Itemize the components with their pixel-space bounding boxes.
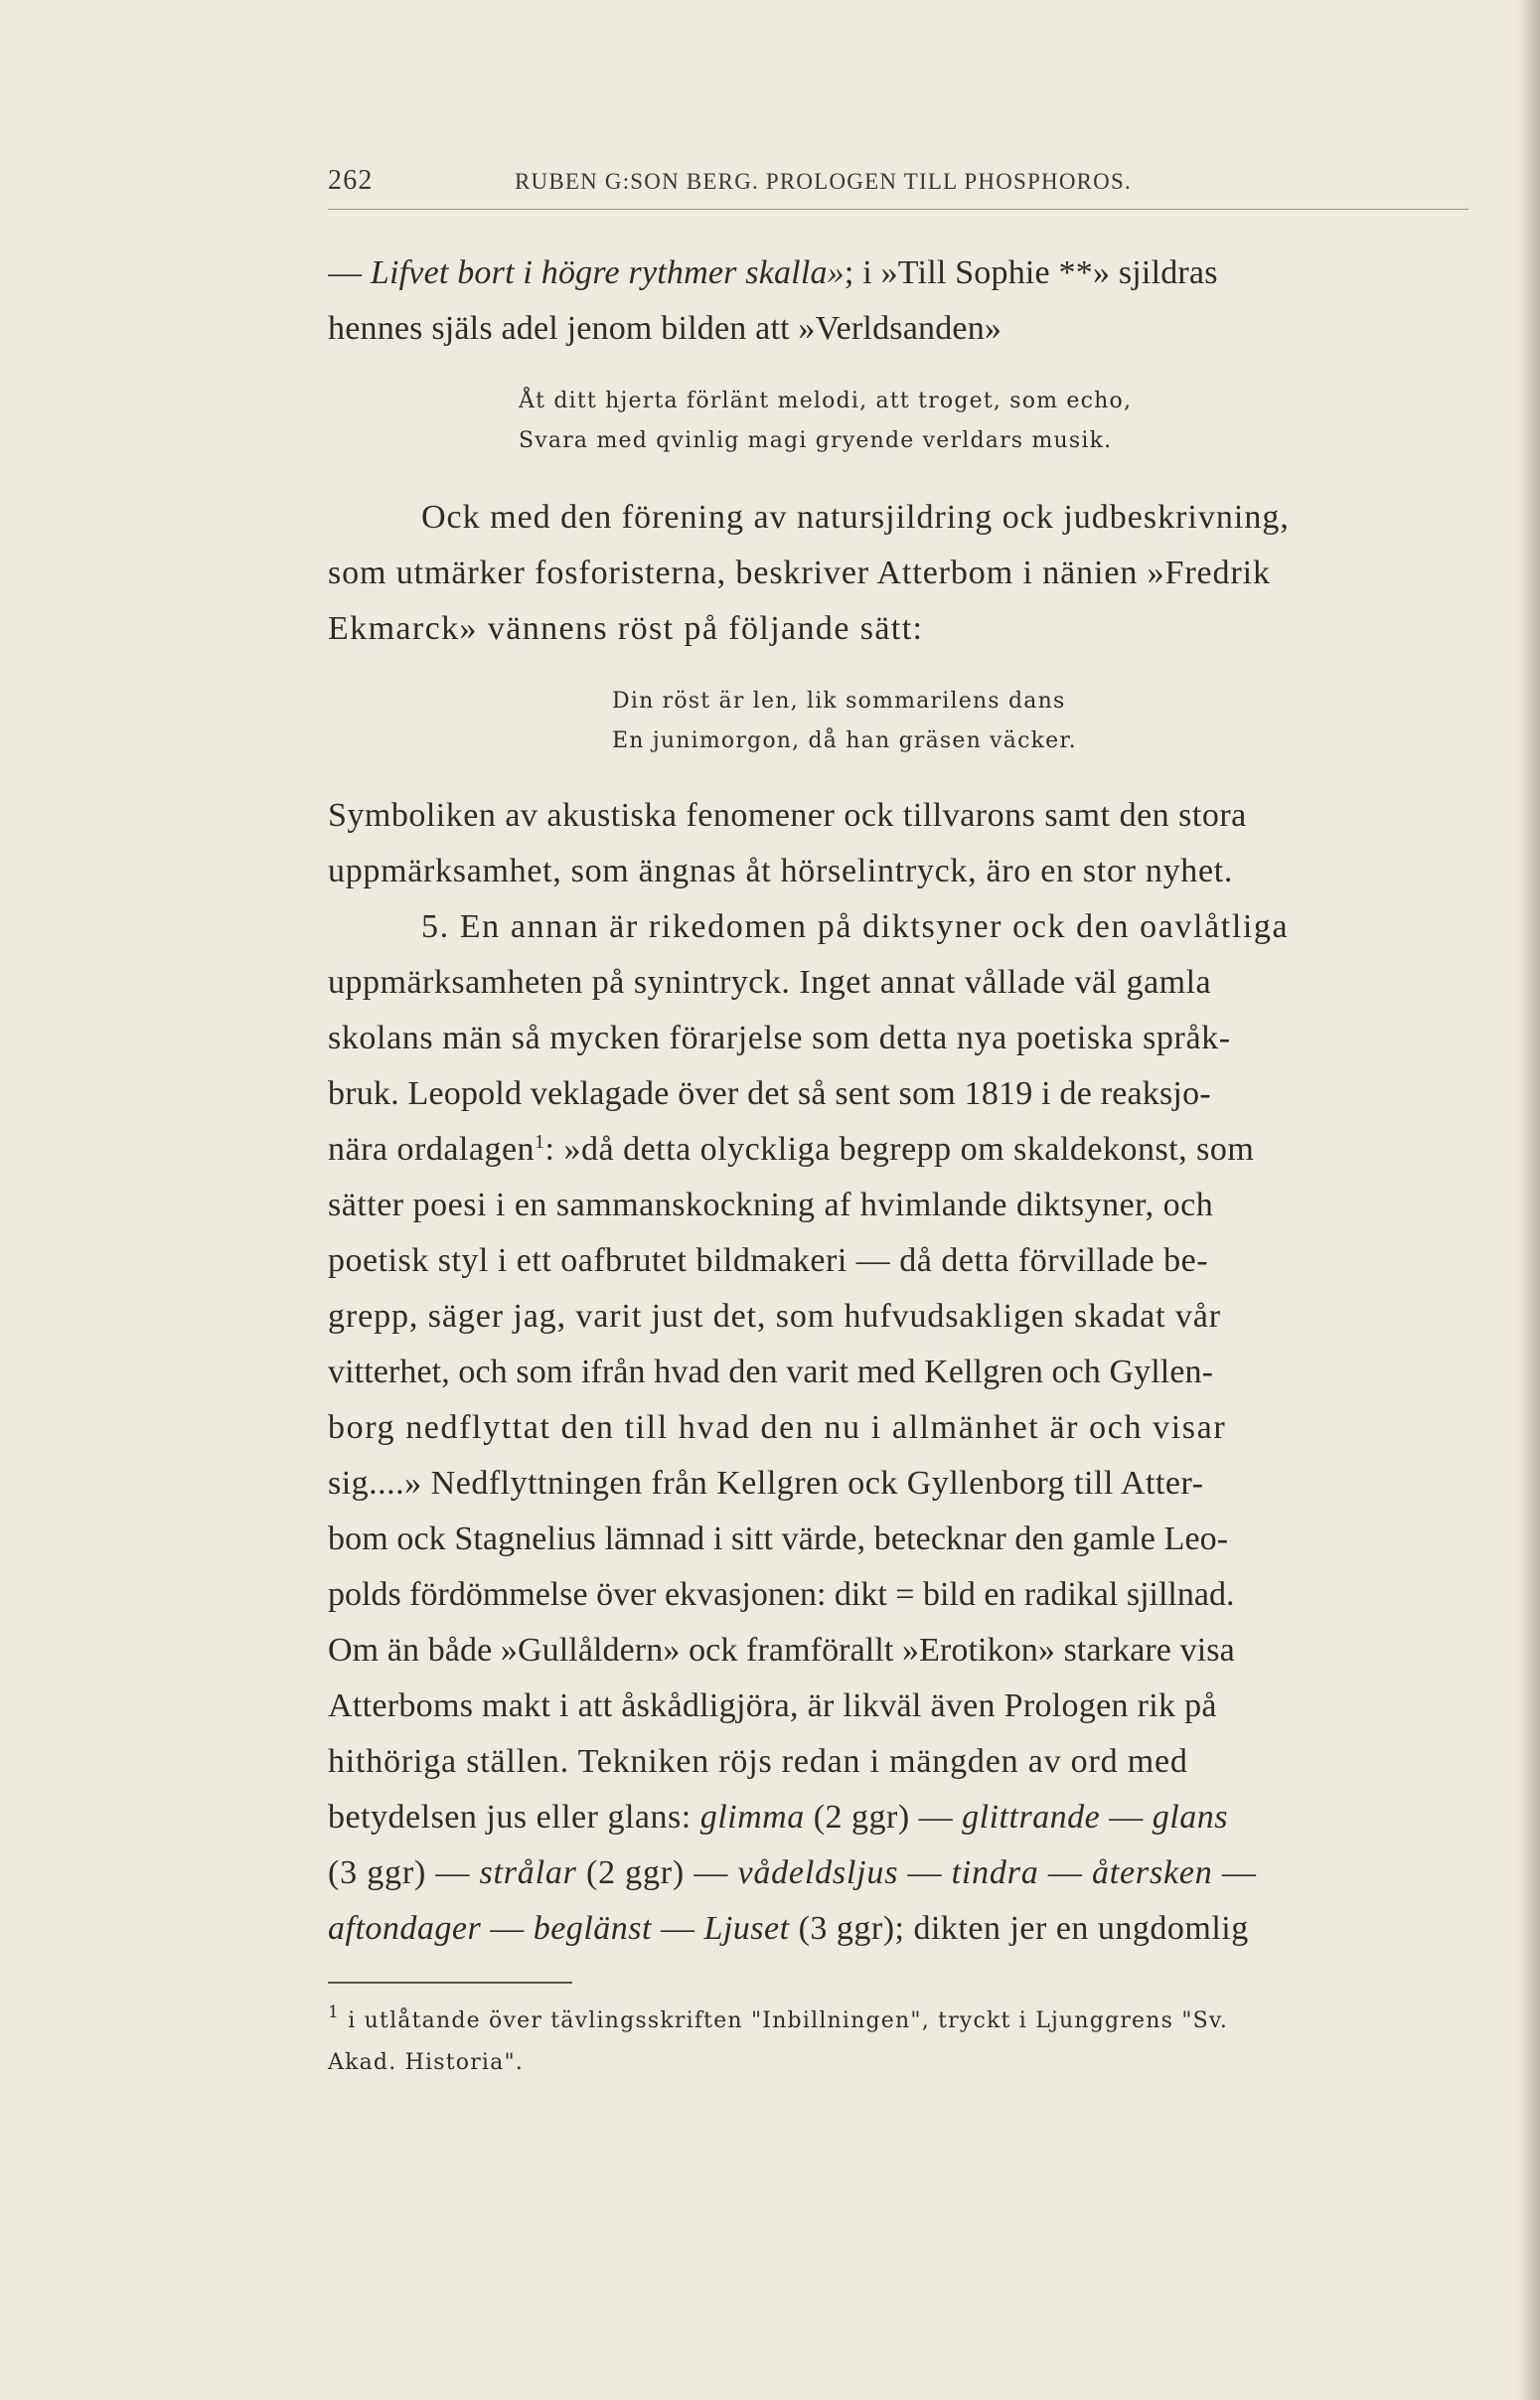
italic-term: strålar (479, 1854, 577, 1891)
italic-term: glittrande (962, 1799, 1101, 1836)
italic-term: glans (1152, 1799, 1228, 1836)
text-run: — (898, 1854, 952, 1891)
opening-line-1 (328, 245, 1468, 301)
verse-2-line-2: En junimorgon, då han gräsen väcker. (612, 728, 1077, 753)
text-run: — (1038, 1854, 1092, 1891)
body-line: Om än både »Gullåldern» ock framförallt »Erotikon» starkare visa (328, 1632, 1235, 1669)
italic-term: tindra (951, 1854, 1039, 1891)
footnote-marker: 1 (328, 2002, 341, 2022)
body-line: sig....» Nedflyttningen från Kellgren ock Gyllenborg till Atter- (328, 1465, 1204, 1502)
verse-1-line-2: Svara med qvinlig magi gryende verldars musik. (519, 428, 1113, 453)
body-line: Atterboms makt i att åskådligjöra, är likväl även Prologen rik på (328, 1687, 1217, 1724)
body-line: bom ock Stagnelius lämnad i sitt värde, betecknar den gamle Leo- (328, 1520, 1229, 1557)
text-run: (2 ggr) — (576, 1854, 738, 1891)
italic-term: beglänst (533, 1910, 652, 1947)
header-rule (328, 209, 1468, 210)
text-run: — (328, 254, 371, 291)
italic-term: aftondager (328, 1910, 482, 1947)
page-header (328, 165, 1468, 205)
body-line: poetisk styl i ett oafbrutet bildmakeri — då detta förvillade be- (328, 1242, 1209, 1279)
body-line: uppmärksamhet, som ängnas åt hörselintryck, äro en stor nyhet. (328, 853, 1234, 889)
text-run: — (1212, 1854, 1257, 1891)
italic-term: återsken (1091, 1854, 1213, 1891)
body-line: Symboliken av akustiska fenomener ock tillvarons samt den stora (328, 797, 1247, 834)
footnote-reference: 1 (535, 1131, 545, 1153)
italic-term: glimma (699, 1799, 805, 1836)
body-line: vitterhet, och som ifrån hvad den varit med Kellgren och Gyllen- (328, 1354, 1214, 1390)
body-line-with-footnote-ref (328, 1122, 1468, 1178)
body-line: borg nedflyttat den till hvad den nu i allmänhet är och visar (328, 1409, 1227, 1446)
body-line: polds fördömmelse över ekvasjonen: dikt = bild en radikal sjillnad. (328, 1576, 1235, 1613)
verse-1-line-1: Åt ditt hjerta förlänt melodi, att troget, som echo, (519, 389, 1133, 413)
para-1-line-2: som utmärker fosforisterna, beskriver Atterbom i nänien »Fredrik (328, 555, 1271, 591)
running-head: RUBEN G:SON BERG. PROLOGEN TILL PHOSPHOROS. (515, 169, 1132, 194)
para-1-line-3: Ekmarck» vännens röst på följande sätt: (328, 610, 924, 647)
body-line: uppmärksamheten på synintryck. Inget annat vållade väl gamla (328, 964, 1212, 1001)
italic-terms-line-3 (328, 1901, 1468, 1957)
page-edge-shadow (1518, 0, 1540, 2400)
body-line: bruk. Leopold veklagade över det så sent som 1819 i de reaksjo- (328, 1075, 1211, 1112)
text-run: — (1100, 1799, 1153, 1836)
text-run: (2 ggr) — (804, 1799, 963, 1836)
body-line-end: : »då detta olyckliga begrepp om skaldekonst, som (544, 1131, 1255, 1168)
body-line-start: nära ordalagen (328, 1131, 536, 1168)
body-line: hithöriga ställen. Tekniken röjs redan i mängden av ord med (328, 1743, 1188, 1780)
text-run: ; i »Till Sophie **» sjildras (844, 254, 1218, 291)
text-run: betydelsen jus eller glans: (328, 1799, 700, 1836)
text-run: hennes själs adel jenom bilden att »Verldsanden» (328, 310, 1002, 347)
body-line: grepp, säger jag, varit just det, som hufvudsakligen skadat vår (328, 1298, 1221, 1335)
verse-2-line-1: Din röst är len, lik sommarilens dans (612, 689, 1066, 714)
footnote-rule (328, 1982, 572, 1984)
italic-term: Ljuset (703, 1910, 790, 1947)
footnote-line-1 (328, 2000, 1468, 2043)
body-line: 5. En annan är rikedomen på diktsyner ock den oavlåtliga (421, 908, 1290, 945)
para-1-line-1: Ock med den förening av natursjildring ock judbeskrivning, (421, 499, 1290, 536)
body-line: sätter poesi i en sammanskockning af hvimlande diktsyner, och (328, 1187, 1214, 1223)
italic-terms-line-1 (328, 1790, 1468, 1845)
text-run: (3 ggr) — (328, 1854, 480, 1891)
italic-term: vådeldsljus (737, 1854, 899, 1891)
italic-terms-line-2 (328, 1845, 1468, 1901)
page-number: 262 (328, 165, 374, 196)
text-run: — (481, 1910, 534, 1947)
body-line: skolans män så mycken förarjelse som detta nya poetiska språk- (328, 1020, 1231, 1056)
footnote-line-2: Akad. Historia". (328, 2050, 524, 2075)
italic-term: Lifvet bort i högre rythmer skalla» (370, 254, 845, 291)
text-run: — (651, 1910, 704, 1947)
footnote-text: i utlåtande över tävlingsskriften "Inbillningen", tryckt i Ljunggrens "Sv. (340, 2008, 1229, 2033)
text-run: (3 ggr); dikten jer en ungdomlig (789, 1910, 1249, 1947)
opening-line-2 (328, 301, 1468, 357)
